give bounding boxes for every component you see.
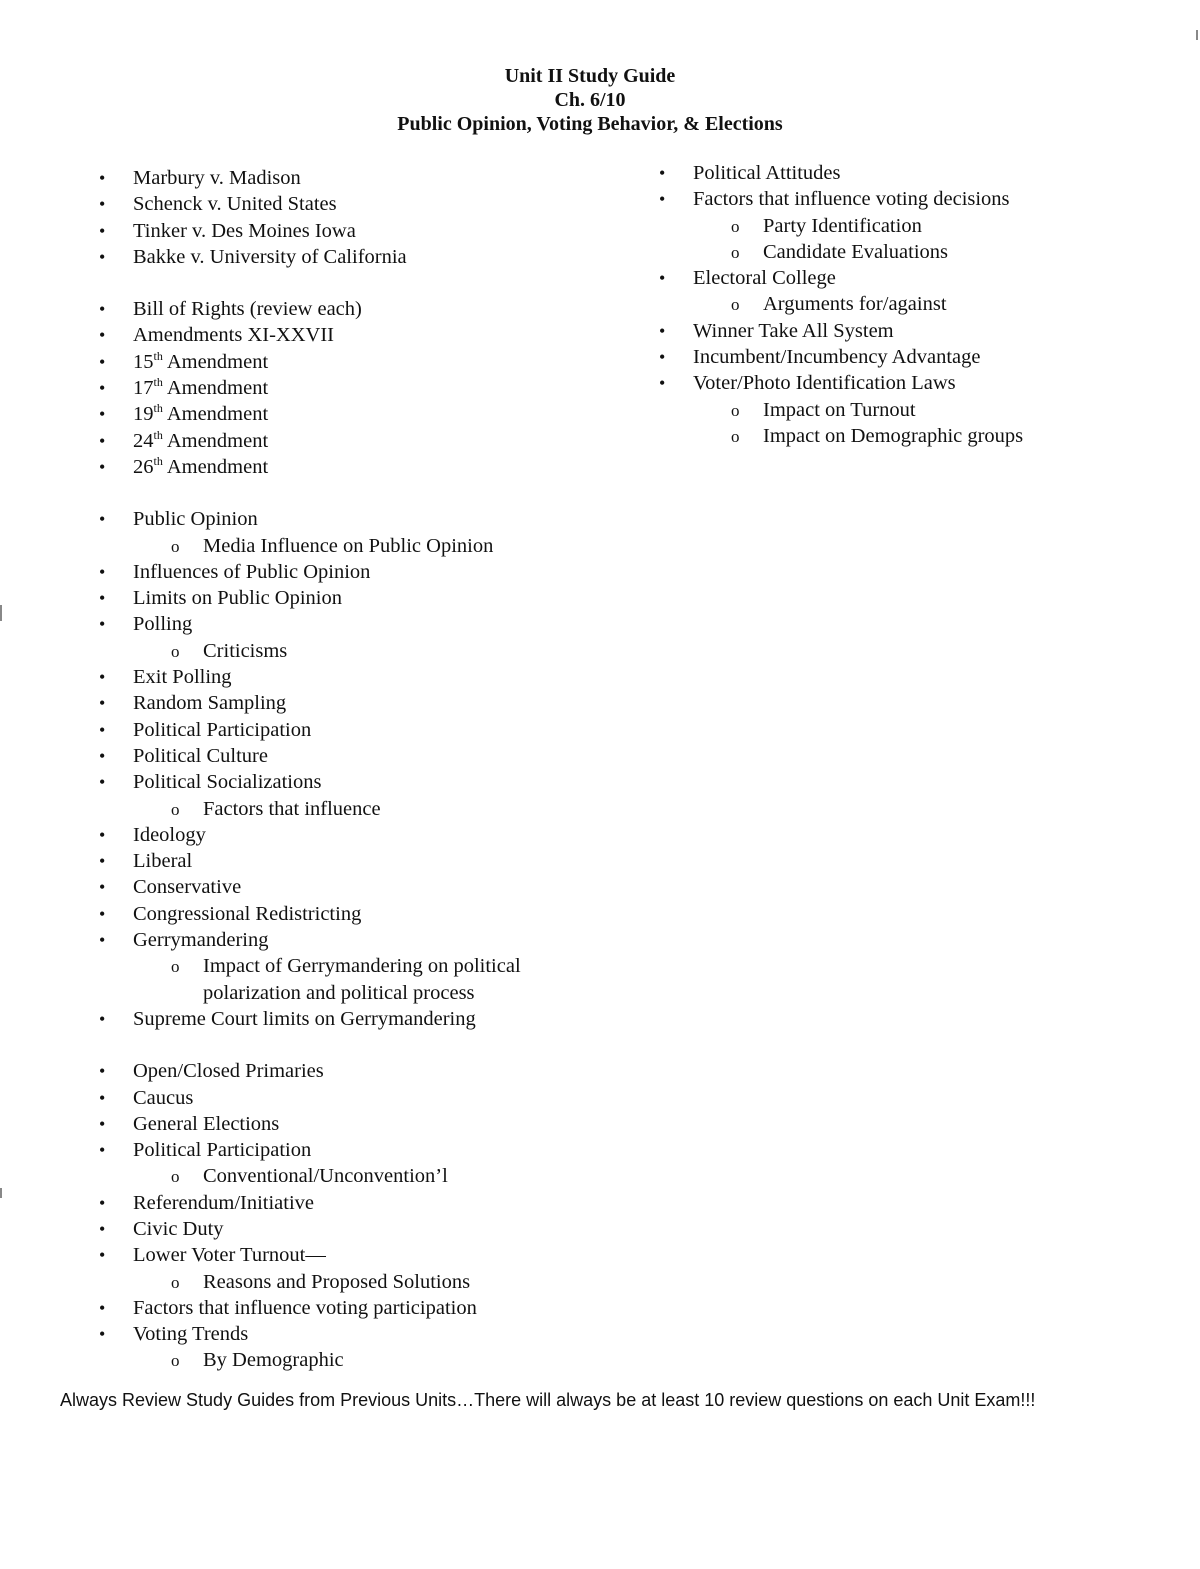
bullet-icon: • <box>99 877 106 898</box>
amendment-label: Amendment <box>162 377 269 400</box>
amendment-number: 17 <box>133 377 154 400</box>
amendment-label: Amendment <box>162 403 269 426</box>
sub-bullet-icon: o <box>731 400 740 420</box>
bullet-icon: • <box>99 1324 106 1345</box>
sub-bullet-icon: o <box>731 216 740 236</box>
sub-list-item <box>655 239 1135 265</box>
amendment-number: 15 <box>133 350 154 373</box>
bullet-icon: • <box>659 320 666 341</box>
bullet-icon: • <box>99 903 106 924</box>
sub-bullet-icon: o <box>171 1272 180 1292</box>
bullet-icon: • <box>99 1087 106 1108</box>
list-item <box>95 1295 615 1321</box>
list-item <box>95 1085 615 1111</box>
section-spacer <box>95 1032 615 1058</box>
sub-bullet-icon: o <box>171 1351 180 1371</box>
list-item-text: Political Participation <box>133 1139 312 1162</box>
bullet-icon: • <box>99 1218 106 1239</box>
amendment-label: Amendment <box>162 350 269 373</box>
list-item-text: Factors that influence voting participation <box>133 1296 477 1319</box>
sub-bullet-icon: o <box>731 426 740 446</box>
sub-list-item <box>95 638 615 664</box>
sub-list-item-text: Impact on Demographic groups <box>763 424 1024 447</box>
amendment-label: Amendment <box>162 429 269 452</box>
bullet-icon: • <box>99 194 106 215</box>
list-item-text: Limits on Public Opinion <box>133 587 342 610</box>
list-item-text: Exit Polling <box>133 666 232 689</box>
ordinal-suffix: th <box>153 348 163 363</box>
bullet-icon: • <box>99 1297 106 1318</box>
list-item-text: Political Attitudes <box>693 162 841 184</box>
bullet-icon: • <box>99 772 106 793</box>
list-item <box>95 1058 615 1084</box>
document-title: Unit II Study Guide <box>504 65 676 87</box>
list-item-text: Tinker v. Des Moines Iowa <box>133 219 356 242</box>
sub-list-item-text: By Demographic <box>203 1349 344 1372</box>
list-item <box>95 848 615 874</box>
list-item-text: Voting Trends <box>133 1323 249 1346</box>
scan-edge-mark <box>0 1188 2 1198</box>
sub-list-item <box>655 423 1135 449</box>
bullet-icon: • <box>99 851 106 872</box>
amendment-number: 19 <box>133 403 154 426</box>
list-item <box>655 370 1135 396</box>
list-item-text: Civic Duty <box>133 1217 224 1240</box>
bullet-icon: • <box>99 430 106 451</box>
ordinal-suffix: th <box>153 454 163 469</box>
sub-list-item-text: Impact of Gerrymandering on political polarization and political process <box>203 955 521 1004</box>
list-item-text: Gerrymandering <box>133 929 269 952</box>
list-item <box>95 611 615 637</box>
list-item-text: Random Sampling <box>133 692 287 715</box>
document-subtitle: Public Opinion, Voting Behavior, & Elections <box>397 113 783 135</box>
bullet-icon: • <box>99 824 106 845</box>
list-item <box>655 265 1135 291</box>
bullet-icon: • <box>659 268 666 289</box>
bullet-icon: • <box>99 561 106 582</box>
list-item <box>95 664 615 690</box>
sub-list-item <box>95 1163 615 1189</box>
list-item <box>95 585 615 611</box>
list-item-text: Political Socializations <box>133 771 322 794</box>
footer-note: Always Review Study Guides from Previous Units…There will always be at least 10 review questions on each Unit Exam!!! <box>60 1390 1036 1410</box>
sub-list-item <box>655 213 1135 239</box>
list-item-text: Political Participation <box>133 718 312 741</box>
bullet-icon: • <box>99 509 106 530</box>
bullet-icon: • <box>99 1113 106 1134</box>
list-item-text: Winner Take All System <box>693 319 894 342</box>
bullet-icon: • <box>99 693 106 714</box>
bullet-icon: • <box>99 1245 106 1266</box>
list-item-text: Congressional Redistricting <box>133 902 362 925</box>
list-item-text: Bakke v. University of California <box>133 245 407 268</box>
sub-bullet-icon: o <box>171 957 180 977</box>
list-item <box>95 1006 615 1032</box>
list-item <box>95 743 615 769</box>
list-item <box>95 1111 615 1137</box>
list-item <box>95 927 615 953</box>
sub-list-item-text: Party Identification <box>763 214 922 237</box>
list-item <box>95 822 615 848</box>
sub-list-item-text: Arguments for/against <box>763 293 947 316</box>
list-item-text: Caucus <box>133 1086 194 1109</box>
bullet-icon: • <box>99 168 106 188</box>
sub-bullet-icon: o <box>171 641 180 661</box>
sub-bullet-icon: o <box>171 536 180 556</box>
list-item <box>95 874 615 900</box>
list-item <box>95 244 615 270</box>
list-item-text: Incumbent/Incumbency Advantage <box>693 346 981 369</box>
amendment-number: 24 <box>133 429 154 452</box>
list-item <box>95 506 615 532</box>
list-item <box>655 160 1135 186</box>
list-item-text: Factors that influence voting decisions <box>693 188 1010 211</box>
left-column <box>95 165 615 1374</box>
list-item-text: Political Culture <box>133 744 268 767</box>
section-spacer <box>95 270 615 296</box>
document-chapter: Ch. 6/10 <box>554 89 626 111</box>
scan-edge-mark <box>1196 30 1198 40</box>
sub-bullet-icon: o <box>171 799 180 819</box>
section-spacer <box>95 480 615 506</box>
bullet-icon: • <box>99 299 106 320</box>
list-item-text: General Elections <box>133 1112 280 1135</box>
list-item <box>95 559 615 585</box>
list-item <box>95 1137 615 1163</box>
sub-list-item <box>95 1269 615 1295</box>
list-item <box>95 296 615 322</box>
bullet-icon: • <box>99 404 106 425</box>
sub-list-item <box>95 953 593 1006</box>
sub-list-item <box>655 291 1135 317</box>
sub-bullet-icon: o <box>731 295 740 315</box>
list-item-text: Influences of Public Opinion <box>133 560 371 583</box>
scan-edge-mark <box>0 605 2 621</box>
list-item <box>95 690 615 716</box>
bullet-icon: • <box>659 189 666 210</box>
bullet-icon: • <box>99 614 106 635</box>
list-item-text: Amendments XI-XXVII <box>133 324 334 347</box>
bullet-icon: • <box>99 1008 106 1029</box>
list-item-text: Open/Closed Primaries <box>133 1060 324 1083</box>
list-item <box>655 344 1135 370</box>
list-item-text: Electoral College <box>693 267 836 290</box>
bullet-icon: • <box>99 220 106 241</box>
list-item-text: Ideology <box>133 823 206 846</box>
list-item-text: Schenck v. United States <box>133 193 337 216</box>
bullet-icon: • <box>99 1061 106 1082</box>
list-item <box>655 318 1135 344</box>
sub-list-item <box>95 533 615 559</box>
list-item <box>95 401 615 427</box>
bullet-icon: • <box>99 351 106 372</box>
list-item <box>95 1242 615 1268</box>
list-item-text: Referendum/Initiative <box>133 1191 315 1214</box>
sub-list-item-text: Impact on Turnout <box>763 398 916 421</box>
list-item-text: Voter/Photo Identification Laws <box>693 372 956 395</box>
list-item-text: Bill of Rights (review each) <box>133 298 362 321</box>
list-item <box>95 375 615 401</box>
list-item <box>95 901 615 927</box>
list-item-text: Polling <box>133 613 193 636</box>
list-item-text: Lower Voter Turnout— <box>133 1244 326 1267</box>
right-column <box>655 160 1135 449</box>
sub-list-item <box>655 397 1135 423</box>
list-item <box>95 1190 615 1216</box>
bullet-icon: • <box>99 378 106 399</box>
amendment-number: 26 <box>133 455 154 478</box>
list-item-text: Public Opinion <box>133 508 258 531</box>
list-item-text: Conservative <box>133 876 242 899</box>
list-item <box>95 1216 615 1242</box>
list-item-text: Liberal <box>133 850 193 873</box>
sub-list-item-text: Candidate Evaluations <box>763 240 949 263</box>
sub-list-item-text: Reasons and Proposed Solutions <box>203 1270 471 1293</box>
document-header <box>0 64 1180 136</box>
bullet-icon: • <box>99 745 106 766</box>
bullet-icon: • <box>99 667 106 688</box>
sub-bullet-icon: o <box>731 242 740 262</box>
list-item <box>95 218 615 244</box>
bullet-icon: • <box>99 588 106 609</box>
list-item <box>655 186 1135 212</box>
bullet-icon: • <box>659 163 666 183</box>
sub-list-item-text: Conventional/Unconvention’l <box>203 1165 448 1188</box>
ordinal-suffix: th <box>153 427 163 442</box>
sub-list-item <box>95 1347 615 1373</box>
list-item <box>95 322 615 348</box>
sub-list-item-text: Factors that influence <box>203 797 381 820</box>
bullet-icon: • <box>99 719 106 740</box>
list-item <box>95 191 615 217</box>
list-item <box>95 1321 615 1347</box>
amendment-label: Amendment <box>162 455 269 478</box>
bullet-icon: • <box>99 1140 106 1161</box>
list-item <box>95 769 615 795</box>
list-item-text: Marbury v. Madison <box>133 167 301 189</box>
bullet-icon: • <box>99 930 106 951</box>
sub-list-item-text: Media Influence on Public Opinion <box>203 534 494 557</box>
list-item <box>95 349 615 375</box>
list-item <box>95 428 615 454</box>
list-item <box>95 454 615 480</box>
list-item <box>95 165 615 191</box>
bullet-icon: • <box>659 347 666 368</box>
ordinal-suffix: th <box>153 401 163 416</box>
bullet-icon: • <box>659 373 666 394</box>
bullet-icon: • <box>99 246 106 267</box>
sub-list-item-text: Criticisms <box>203 639 288 662</box>
bullet-icon: • <box>99 325 106 346</box>
list-item <box>95 717 615 743</box>
bullet-icon: • <box>99 456 106 477</box>
sub-bullet-icon: o <box>171 1167 180 1187</box>
sub-list-item <box>95 796 615 822</box>
list-item-text: Supreme Court limits on Gerrymandering <box>133 1007 476 1030</box>
ordinal-suffix: th <box>153 375 163 390</box>
bullet-icon: • <box>99 1192 106 1213</box>
